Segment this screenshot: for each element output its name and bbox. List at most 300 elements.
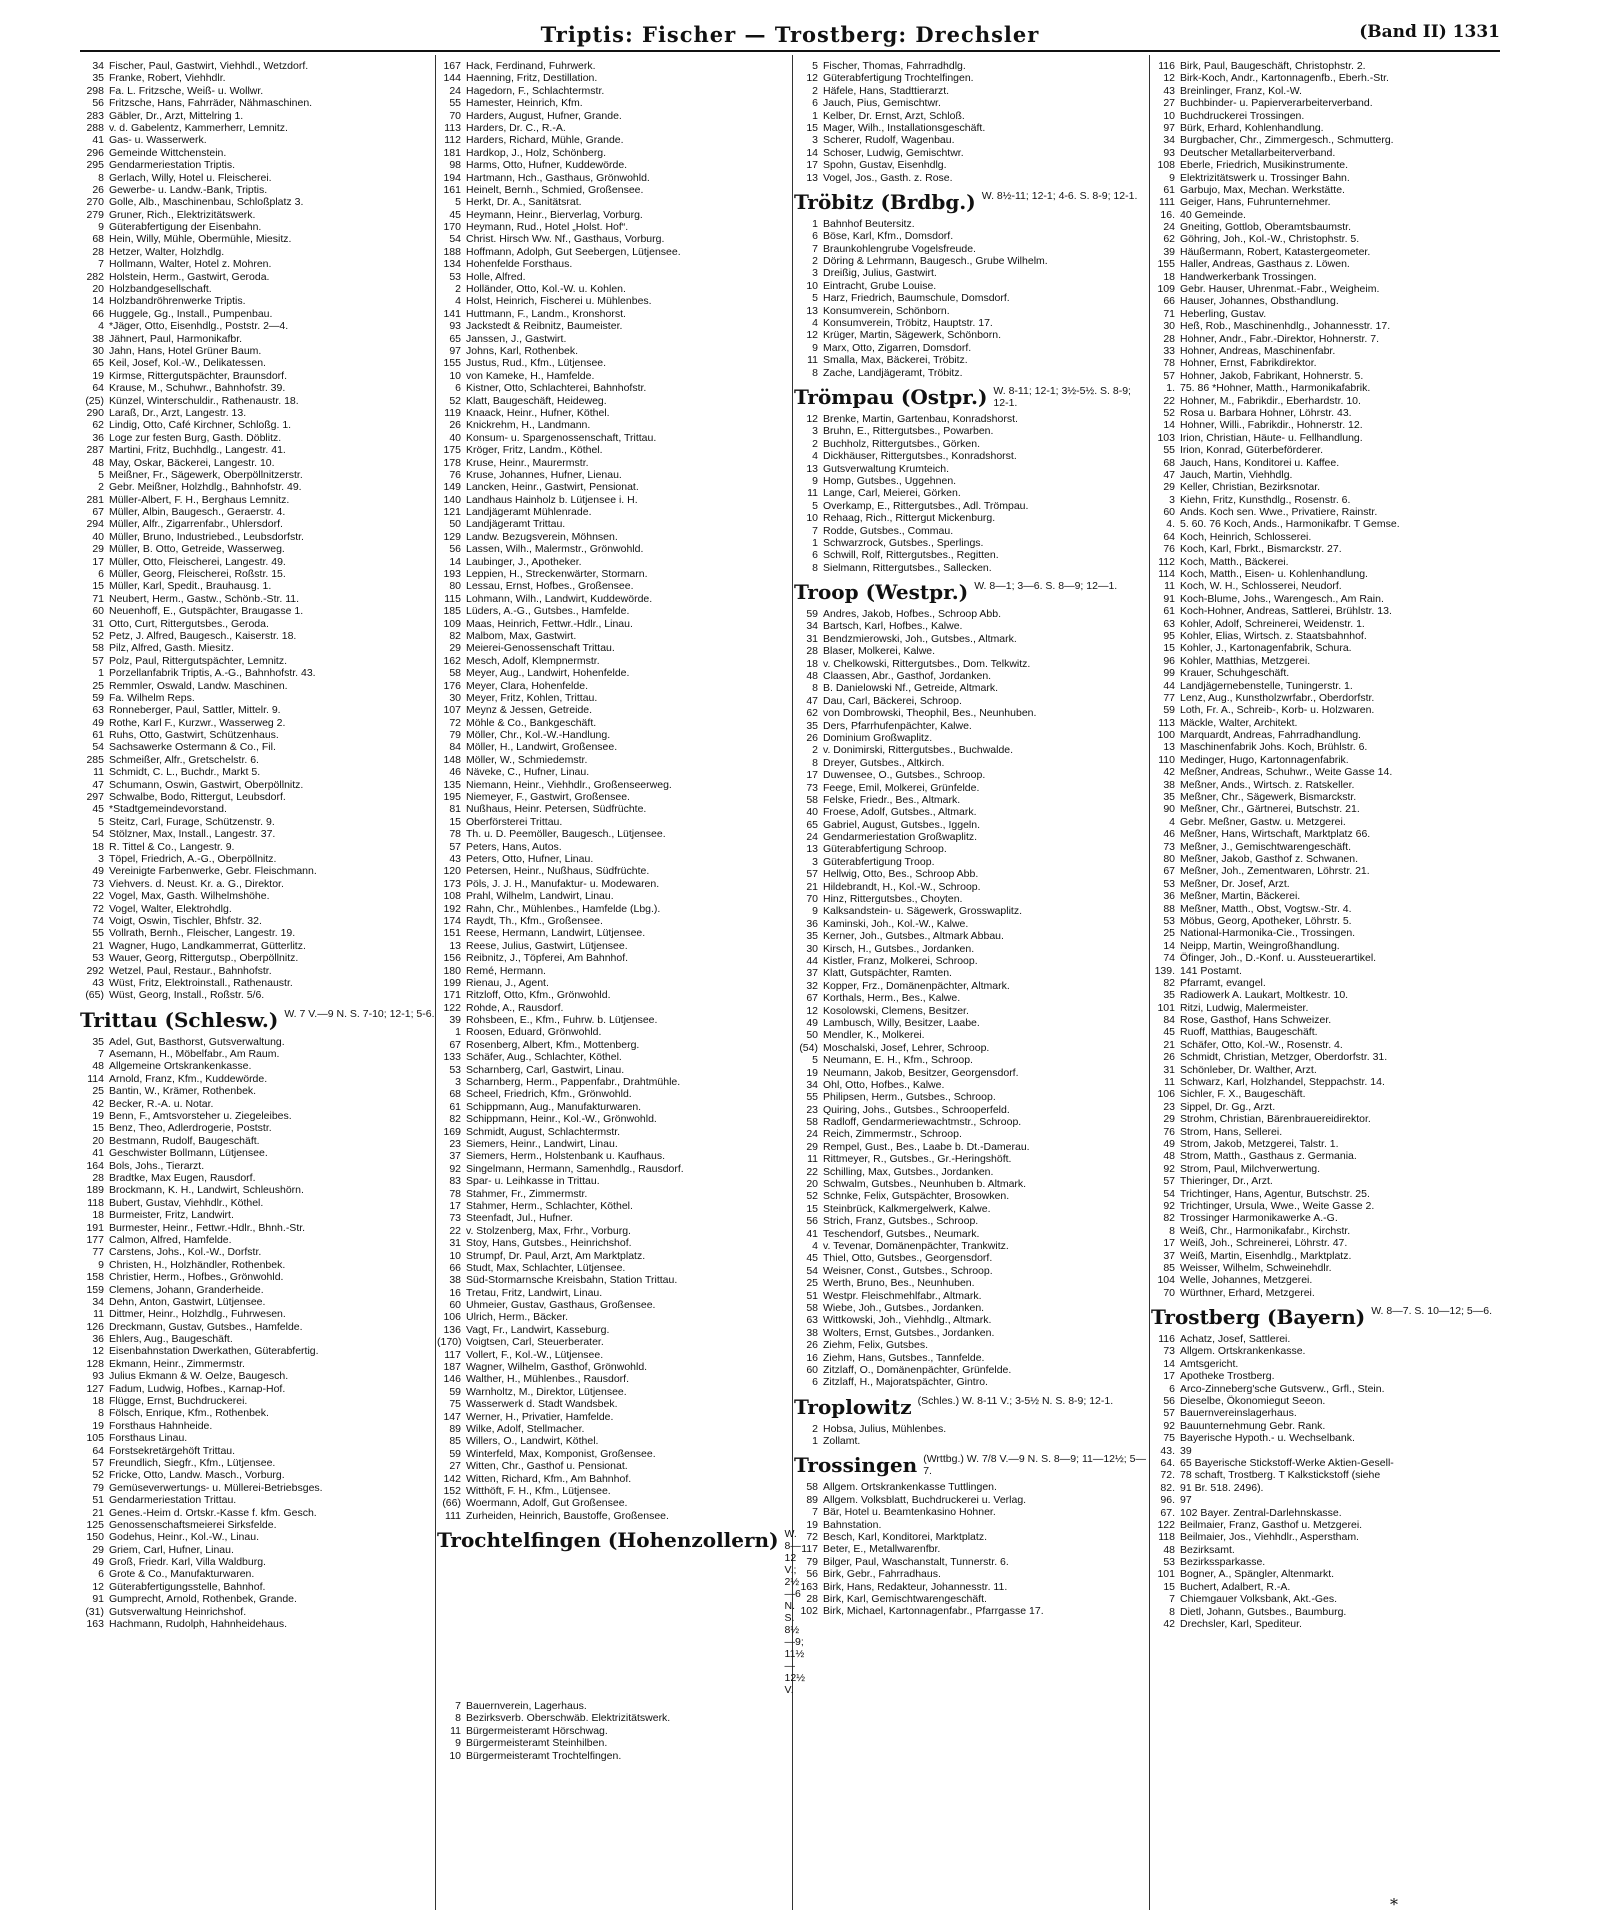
phone-number: 31 xyxy=(449,1237,461,1250)
phone-number: 101 xyxy=(1157,1568,1175,1581)
subscriber-entry: Malbom, Max, Gastwirt. xyxy=(466,629,577,642)
list-item xyxy=(1151,1482,1506,1494)
phone-number: 49 xyxy=(1163,1137,1175,1150)
phone-number: 125 xyxy=(86,1518,104,1531)
phone-number: 11 xyxy=(807,1153,818,1166)
list-item xyxy=(794,732,1149,744)
list-item xyxy=(1151,741,1506,753)
list-item xyxy=(437,1485,792,1497)
subscriber-entry: Neumann, Jakob, Besitzer, Georgensdorf. xyxy=(823,1066,1019,1079)
subscriber-entry: Harders, Dr. C., R.-A. xyxy=(466,121,566,134)
phone-number: 12 xyxy=(92,1580,104,1593)
subscriber-entry: Krüger, Martin, Sägewerk, Schönborn. xyxy=(823,329,1002,342)
phone-number: 6 xyxy=(812,97,818,110)
subscriber-entry: Reich, Zimmermstr., Schroop. xyxy=(823,1128,962,1141)
subscriber-entry: Neubert, Herm., Gastw., Schönb.-Str. 11. xyxy=(109,592,300,605)
list-item xyxy=(80,1593,435,1605)
list-item xyxy=(794,1054,1149,1066)
subscriber-entry: Brenke, Martin, Gartenbau, Konradshorst. xyxy=(823,412,1018,425)
list-item xyxy=(794,1029,1149,1041)
phone-number: 151 xyxy=(443,927,461,940)
subscriber-entry: Gebr. Meißner, Holzhdlg., Bahnhofstr. 49. xyxy=(109,481,302,494)
phone-number: 45 xyxy=(449,208,461,221)
list-item xyxy=(80,333,435,345)
subscriber-entry: Genes.-Heim d. Ortskr.-Kasse f. kfm. Gesch. xyxy=(109,1506,317,1519)
subscriber-entry: Buchert, Adalbert, R.-A. xyxy=(1180,1580,1291,1593)
list-item xyxy=(1151,370,1506,382)
subscriber-entry: Franke, Robert, Viehhdlr. xyxy=(109,72,226,85)
phone-number: 3 xyxy=(812,425,818,438)
subscriber-entry: Hartmann, Hch., Gasthaus, Grönwohld. xyxy=(466,171,650,184)
list-item xyxy=(794,72,1149,84)
subscriber-entry: Ands. Koch sen. Wwe., Privatiere, Rainstr. xyxy=(1180,506,1378,519)
phone-number: 292 xyxy=(86,964,104,977)
subscriber-entry: Mager, Wilh., Installationsgeschäft. xyxy=(823,121,986,134)
list-item xyxy=(794,682,1149,694)
list-item xyxy=(1151,1395,1506,1407)
subscriber-entry: Pfarramt, evangel. xyxy=(1180,976,1266,989)
subscriber-entry: Porzellanfabrik Triptis, A.-G., Bahnhofstr. 43. xyxy=(109,667,316,680)
list-item xyxy=(794,1128,1149,1140)
list-item xyxy=(80,1172,435,1184)
subscriber-entry: Philipsen, Herm., Gutsbes., Schroop. xyxy=(823,1091,996,1104)
subscriber-entry: Scherer, Rudolf, Wagenbau. xyxy=(823,134,955,147)
phone-number: 111 xyxy=(445,1509,461,1522)
phone-number: 48 xyxy=(1163,1150,1175,1163)
subscriber-entry: Stoy, Hans, Gutsbes., Heinrichshof. xyxy=(466,1237,632,1250)
phone-number: 11 xyxy=(93,766,104,779)
subscriber-entry: Allgemeine Ortskrankenkasse. xyxy=(109,1060,252,1073)
list-item xyxy=(437,1311,792,1323)
subscriber-entry: Ziehm, Hans, Gutsbes., Tannfelde. xyxy=(823,1351,985,1364)
phone-number: 59 xyxy=(449,1447,461,1460)
subscriber-entry: Zitzlaff, H., Majoratspächter, Gintro. xyxy=(823,1376,988,1389)
phone-number: 287 xyxy=(86,444,104,457)
phone-number: 176 xyxy=(443,679,461,692)
subscriber-entry: Lessau, Ernst, Hofbes., Großensee. xyxy=(466,580,634,593)
subscriber-entry: Ritzi, Ludwig, Malermeister. xyxy=(1180,1001,1309,1014)
subscriber-entry: Bahnhof Beutersitz. xyxy=(823,217,915,230)
phone-number: 70 xyxy=(1163,1286,1175,1299)
subscriber-entry: Maas, Heinrich, Fettwr.-Hdlr., Linau. xyxy=(466,617,633,630)
subscriber-entry: Schmidt, Christian, Metzger, Oberdorfstr. 31. xyxy=(1180,1051,1388,1064)
list-item xyxy=(80,506,435,518)
list-item xyxy=(1151,965,1506,977)
phone-number: 140 xyxy=(443,493,461,506)
subscriber-entry: Chiemgauer Volksbank, Akt.-Ges. xyxy=(1180,1593,1337,1606)
list-item xyxy=(794,292,1149,304)
list-item xyxy=(437,1324,792,1336)
subscriber-entry: Allgem. Ortskrankenkasse. xyxy=(1180,1345,1306,1358)
phone-number: 54 xyxy=(92,828,104,841)
phone-number: 20 xyxy=(806,1178,818,1191)
subscriber-entry: Bauunternehmung Gebr. Rank. xyxy=(1180,1419,1326,1432)
subscriber-entry: Heymann, Rud., Hotel „Holst. Hof“. xyxy=(466,221,629,234)
subscriber-entry: Lüders, A.-G., Gutsbes., Hamfelde. xyxy=(466,605,630,618)
phone-number: 43. xyxy=(1160,1444,1175,1457)
place-name: Trostberg (Bayern) xyxy=(1151,1305,1366,1330)
phone-number: 29 xyxy=(92,1543,104,1556)
subscriber-entry: Gutsverwaltung Krumteich. xyxy=(823,462,950,475)
phone-number: 3 xyxy=(812,267,818,280)
list-item xyxy=(1151,97,1506,109)
subscriber-entry: Koch, Heinrich, Schlosserei. xyxy=(1180,530,1312,543)
list-item xyxy=(794,1240,1149,1252)
phone-number: 285 xyxy=(86,753,104,766)
phone-number: 7 xyxy=(98,258,104,271)
list-item xyxy=(794,1593,1149,1605)
phone-number: 102 xyxy=(800,1605,818,1618)
subscriber-entry: Jauch, Hans, Konditorei u. Kaffee. xyxy=(1180,456,1340,469)
list-item xyxy=(1151,320,1506,332)
subscriber-entry: Holländer, Otto, Kol.-W. u. Kohlen. xyxy=(466,283,626,296)
list-item xyxy=(1151,60,1506,72)
phone-number: 98 xyxy=(449,159,461,172)
phone-number: 71 xyxy=(92,592,104,605)
subscriber-entry: Bestmann, Rudolf, Baugeschäft. xyxy=(109,1134,260,1147)
phone-number: 35 xyxy=(92,72,104,85)
phone-number: 24 xyxy=(1163,221,1175,234)
list-item xyxy=(80,1519,435,1531)
subscriber-entry: Koch, Matth., Bäckerei. xyxy=(1180,555,1289,568)
phone-number: 21 xyxy=(92,1506,104,1519)
subscriber-entry: Schippmann, Aug., Manufakturwaren. xyxy=(466,1100,642,1113)
phone-number: 82 xyxy=(449,1113,461,1126)
subscriber-entry: Winterfeld, Max, Komponist, Großensee. xyxy=(466,1447,656,1460)
list-item xyxy=(80,147,435,159)
phone-number: 23 xyxy=(449,1137,461,1150)
phone-number: 29 xyxy=(92,543,104,556)
phone-number: 53 xyxy=(1163,1556,1175,1569)
phone-number: 16 xyxy=(806,1351,818,1364)
phone-number: 64 xyxy=(1163,530,1175,543)
phone-number: 9 xyxy=(812,341,818,354)
subscriber-entry: Flügge, Ernst, Buchdruckerei. xyxy=(109,1395,248,1408)
subscriber-entry: Remé, Hermann. xyxy=(466,964,546,977)
phone-number: 42 xyxy=(1163,1618,1175,1631)
phone-number: 92 xyxy=(1163,1162,1175,1175)
subscriber-entry: Künzel, Winterschuldir., Rathenaustr. 18. xyxy=(109,394,299,407)
list-item xyxy=(80,729,435,741)
phone-number: 39 xyxy=(1163,245,1175,258)
subscriber-entry: Vollrath, Bernh., Fleischer, Langestr. 19. xyxy=(109,927,296,940)
phone-number: 35 xyxy=(92,1035,104,1048)
phone-number: 295 xyxy=(86,159,104,172)
list-item xyxy=(437,85,792,97)
phone-number: 282 xyxy=(86,270,104,283)
list-item xyxy=(80,444,435,456)
subscriber-entry: Meßner, Joh., Zementwaren, Löhrstr. 21. xyxy=(1180,865,1370,878)
phone-number: 146 xyxy=(443,1373,461,1386)
phone-number: 74 xyxy=(92,914,104,927)
phone-number: 2 xyxy=(812,1422,818,1435)
list-item xyxy=(437,1051,792,1063)
phone-number: 73 xyxy=(806,781,818,794)
list-item xyxy=(437,1163,792,1175)
subscriber-entry: Godehus, Heinr., Kol.-W., Linau. xyxy=(109,1531,259,1544)
list-item xyxy=(80,791,435,803)
list-item xyxy=(1151,221,1506,233)
subscriber-entry: Laubinger, J., Apotheker. xyxy=(466,555,582,568)
subscriber-entry: Werner, H., Privatier, Hamfelde. xyxy=(466,1410,614,1423)
list-item xyxy=(437,1435,792,1447)
list-item xyxy=(437,952,792,964)
list-item xyxy=(794,1017,1149,1029)
phone-number: 57 xyxy=(92,654,104,667)
phone-number: 51 xyxy=(806,1289,818,1302)
list-item xyxy=(1151,72,1506,84)
list-item xyxy=(794,147,1149,159)
list-item xyxy=(437,1237,792,1249)
list-item xyxy=(437,407,792,419)
subscriber-entry: Handwerkerbank Trossingen. xyxy=(1180,270,1317,283)
list-item xyxy=(437,1175,792,1187)
list-item xyxy=(437,60,792,72)
phone-number: 14 xyxy=(449,555,461,568)
list-item xyxy=(794,1091,1149,1103)
phone-number: 29 xyxy=(1163,481,1175,494)
list-item xyxy=(437,172,792,184)
phone-number: 126 xyxy=(86,1320,104,1333)
phone-number: 100 xyxy=(1157,729,1175,742)
subscriber-entry: Fölsch, Enrique, Kfm., Rothenbek. xyxy=(109,1407,269,1420)
subscriber-entry: Döring & Lehrmann, Baugesch., Grube Wilhelm. xyxy=(823,255,1048,268)
subscriber-entry: Steinbrück, Kalkmergelwerk, Kalwe. xyxy=(823,1202,991,1215)
subscriber-entry: Gumprecht, Arnold, Rothenbek, Grande. xyxy=(109,1593,297,1606)
phone-number: 13 xyxy=(449,939,461,952)
phone-number: 41 xyxy=(92,1147,104,1160)
subscriber-entry: Claassen, Abr., Gasthof, Jordanken. xyxy=(823,670,992,683)
list-item xyxy=(437,1725,792,1737)
phone-number: 79 xyxy=(806,1555,818,1568)
list-item xyxy=(794,1314,1149,1326)
phone-number: 113 xyxy=(444,121,461,134)
list-item xyxy=(437,605,792,617)
list-item xyxy=(1151,1531,1506,1543)
phone-number: 28 xyxy=(806,645,818,658)
subscriber-entry: Witten, Chr., Gasthof u. Pensionat. xyxy=(466,1460,628,1473)
subscriber-entry: Kohler, Elias, Wirtsch. z. Staatsbahnhof. xyxy=(1180,629,1367,642)
subscriber-entry: Kelber, Dr. Ernst, Arzt, Schloß. xyxy=(823,109,965,122)
list-item xyxy=(437,134,792,146)
subscriber-entry: Siemers, Heinr., Landwirt, Linau. xyxy=(466,1137,618,1150)
subscriber-entry: Medinger, Hugo, Kartonnagenfabrik. xyxy=(1180,753,1349,766)
list-item xyxy=(80,1135,435,1147)
phone-number: 18 xyxy=(92,840,104,853)
phone-number: 6 xyxy=(98,1568,104,1581)
phone-number: 149 xyxy=(443,481,461,494)
phone-number: 43 xyxy=(449,853,461,865)
list-item xyxy=(794,645,1149,657)
subscriber-entry: Sielmann, Rittergutsbes., Sallecken. xyxy=(823,561,992,574)
list-item xyxy=(80,1122,435,1134)
phone-number: 67. xyxy=(1160,1506,1175,1519)
list-item xyxy=(80,630,435,642)
subscriber-entry: Achatz, Josef, Sattlerei. xyxy=(1180,1333,1291,1346)
phone-number: 1 xyxy=(812,536,818,549)
place-heading xyxy=(437,1528,805,1697)
phone-number: 42 xyxy=(92,1097,104,1110)
list-item xyxy=(794,1481,1149,1493)
subscriber-entry: Vogel, Jos., Gasth. z. Rose. xyxy=(823,171,953,184)
list-item xyxy=(437,1398,792,1410)
list-item xyxy=(1151,952,1506,964)
list-item xyxy=(794,317,1149,329)
phone-number: 82 xyxy=(1163,976,1175,989)
subscriber-entry: Vollert, F., Kol.-W., Lütjensee. xyxy=(466,1348,604,1361)
phone-number: 47 xyxy=(1163,468,1175,481)
phone-number: 44 xyxy=(1163,679,1175,692)
list-item xyxy=(80,717,435,729)
list-item xyxy=(1151,766,1506,778)
subscriber-entry: Wauer, Georg, Rittergutsp., Oberpöllnitz. xyxy=(109,952,299,965)
subscriber-entry: 78 schaft, Trostberg. T Kalkstickstoff (siehe xyxy=(1180,1469,1381,1482)
list-item xyxy=(80,258,435,270)
subscriber-entry: Bauernverein, Lagerhaus. xyxy=(466,1700,587,1713)
phone-number: 10 xyxy=(806,279,818,292)
phone-number: 68 xyxy=(449,1088,461,1101)
list-item xyxy=(80,246,435,258)
subscriber-entry: Gendarmeriestation Großwaplitz. xyxy=(823,831,978,844)
subscriber-entry: Genossenschaftsmeierei Sirksfelde. xyxy=(109,1518,277,1531)
subscriber-entry: Mäckle, Walter, Architekt. xyxy=(1180,716,1298,729)
phone-number: 78 xyxy=(1163,357,1175,370)
phone-number: 73 xyxy=(1163,1345,1175,1358)
subscriber-entry: Strom, Paul, Milchverwertung. xyxy=(1180,1162,1321,1175)
list-item xyxy=(80,345,435,357)
phone-number: 142 xyxy=(443,1472,461,1485)
list-item xyxy=(437,506,792,518)
phone-number: 68 xyxy=(92,233,104,246)
list-item xyxy=(80,1432,435,1444)
phone-number: 14 xyxy=(1163,1357,1175,1370)
subscriber-entry: Golle, Alb., Maschinenbau, Schloßplatz 3. xyxy=(109,196,304,209)
subscriber-entry: Braunkohlengrube Vogelsfreude. xyxy=(823,242,976,255)
subscriber-entry: Beilmaier, Jos., Viehhdlr., Asperstham. xyxy=(1180,1531,1359,1544)
phone-number: 89 xyxy=(806,1493,818,1506)
list-item xyxy=(437,618,792,630)
subscriber-entry: Schmidt, C. L., Buchdr., Markt 5. xyxy=(109,766,261,779)
list-item xyxy=(1151,1445,1506,1457)
subscriber-entry: Strom, Jakob, Metzgerei, Talstr. 1. xyxy=(1180,1137,1339,1150)
phone-number: 173 xyxy=(443,877,461,890)
subscriber-entry: Strich, Franz, Gutsbes., Schroop. xyxy=(823,1215,979,1228)
subscriber-entry: Christ. Hirsch Ww. Nf., Gasthaus, Vorburg. xyxy=(466,233,665,246)
subscriber-entry: Bezirkssparkasse. xyxy=(1180,1556,1266,1569)
subscriber-entry: Weiß, Martin, Eisenhdlg., Marktplatz. xyxy=(1180,1249,1352,1262)
phone-number: 191 xyxy=(86,1221,104,1234)
subscriber-entry: Loge zur festen Burg, Gasth. Döblitz. xyxy=(109,431,282,444)
phone-number: 177 xyxy=(86,1233,104,1246)
list-item xyxy=(1151,457,1506,469)
subscriber-entry: Gemüseverwertungs- u. Müllerei-Betriebsges. xyxy=(109,1481,323,1494)
list-item xyxy=(1151,1420,1506,1432)
phone-number: 34 xyxy=(1163,134,1175,147)
subscriber-entry: Scharnberg, Herm., Pappenfabr., Drahtmühle. xyxy=(466,1076,681,1089)
list-item xyxy=(437,110,792,122)
phone-number: 22 xyxy=(92,890,104,903)
subscriber-entry: Martini, Fritz, Buchhdlg., Langestr. 41. xyxy=(109,444,286,457)
subscriber-entry: Maschinenfabrik Johs. Koch, Brühlstr. 6. xyxy=(1180,741,1368,754)
list-item xyxy=(437,741,792,753)
list-item xyxy=(794,329,1149,341)
subscriber-entry: *Stadtgemeindevorstand. xyxy=(109,803,227,816)
subscriber-entry: v. Tevenar, Domänenpächter, Trankwitz. xyxy=(823,1239,1009,1252)
list-item xyxy=(794,110,1149,122)
subscriber-entry: Drechsler, Karl, Spediteur. xyxy=(1180,1618,1302,1631)
subscriber-entry: Dietl, Johann, Gutsbes., Baumburg. xyxy=(1180,1605,1347,1618)
phone-number: 95 xyxy=(1163,629,1175,642)
subscriber-entry: Forstsekretärgehöft Trittau. xyxy=(109,1444,236,1457)
subscriber-entry: Müller, B. Otto, Getreide, Wasserweg. xyxy=(109,543,285,556)
list-item xyxy=(437,556,792,568)
subscriber-entry: Polz, Paul, Rittergutspächter, Lemnitz. xyxy=(109,654,288,667)
phone-number: 161 xyxy=(443,183,461,196)
phone-number: 45 xyxy=(1163,1026,1175,1039)
list-item xyxy=(80,865,435,877)
list-item xyxy=(80,1618,435,1630)
phone-number: 15 xyxy=(1163,1580,1175,1593)
list-item xyxy=(1151,1345,1506,1357)
subscriber-entry: Lohmann, Wilh., Landwirt, Kuddewörde. xyxy=(466,592,653,605)
list-item xyxy=(794,1327,1149,1339)
phone-number: 15 xyxy=(92,580,104,593)
subscriber-entry: Rehaag, Rich., Rittergut Mickenburg. xyxy=(823,512,996,525)
subscriber-entry: Holst, Heinrich, Fischerei u. Mühlenbes. xyxy=(466,295,652,308)
subscriber-entry: Meierei-Genossenschaft Trittau. xyxy=(466,642,615,655)
list-item xyxy=(437,1138,792,1150)
subscriber-entry: Forsthaus Linau. xyxy=(109,1432,188,1445)
phone-number: 129 xyxy=(443,530,461,543)
subscriber-entry: Weisner, Const., Gutsbes., Schroop. xyxy=(823,1264,993,1277)
subscriber-entry: Amtsgericht. xyxy=(1180,1357,1239,1370)
subscriber-entry: Wiebe, Joh., Gutsbes., Jordanken. xyxy=(823,1301,985,1314)
phone-number: 106 xyxy=(1157,1088,1175,1101)
subscriber-entry: Benn, F., Amtsvorsteher u. Ziegeleibes. xyxy=(109,1110,292,1123)
subscriber-entry: Benz, Theo, Adlerdrogerie, Poststr. xyxy=(109,1122,272,1135)
list-item xyxy=(437,1225,792,1237)
phone-number: 10 xyxy=(806,512,818,525)
phone-number: 116 xyxy=(1158,60,1175,72)
phone-number: 13 xyxy=(806,462,818,475)
list-item xyxy=(1151,865,1506,877)
phone-number: 141 xyxy=(443,307,461,320)
phone-number: 106 xyxy=(443,1311,461,1324)
list-item xyxy=(437,271,792,283)
subscriber-entry: Weiß, Chr., Harmonikafabr., Kirchstr. xyxy=(1180,1224,1351,1237)
list-item xyxy=(794,1605,1149,1617)
phone-number: 19 xyxy=(92,1110,104,1123)
phone-number: 59 xyxy=(1163,704,1175,717)
phone-number: 85 xyxy=(449,1435,461,1448)
list-item xyxy=(1151,1064,1506,1076)
subscriber-entry: v. Donimirski, Rittergutsbes., Buchwalde. xyxy=(823,744,1014,757)
list-item xyxy=(794,1178,1149,1190)
phone-number: 155 xyxy=(443,357,461,370)
phone-number: 28 xyxy=(92,245,104,258)
subscriber-entry: Elektrizitätswerk u. Trossinger Bahn. xyxy=(1180,171,1350,184)
phone-number: 43 xyxy=(1163,84,1175,97)
phone-number: 48 xyxy=(92,456,104,469)
phone-number: 192 xyxy=(443,902,461,915)
subscriber-entry: Beter, E., Metallwarenfbr. xyxy=(823,1543,941,1556)
list-item xyxy=(437,779,792,791)
phone-number: 18 xyxy=(1163,270,1175,283)
subscriber-entry: Hildebrandt, H., Kol.-W., Schroop. xyxy=(823,880,981,893)
subscriber-entry: Strom, Matth., Gasthaus z. Germania. xyxy=(1180,1150,1357,1163)
list-item xyxy=(1151,1358,1506,1370)
phone-number: 58 xyxy=(806,793,818,806)
